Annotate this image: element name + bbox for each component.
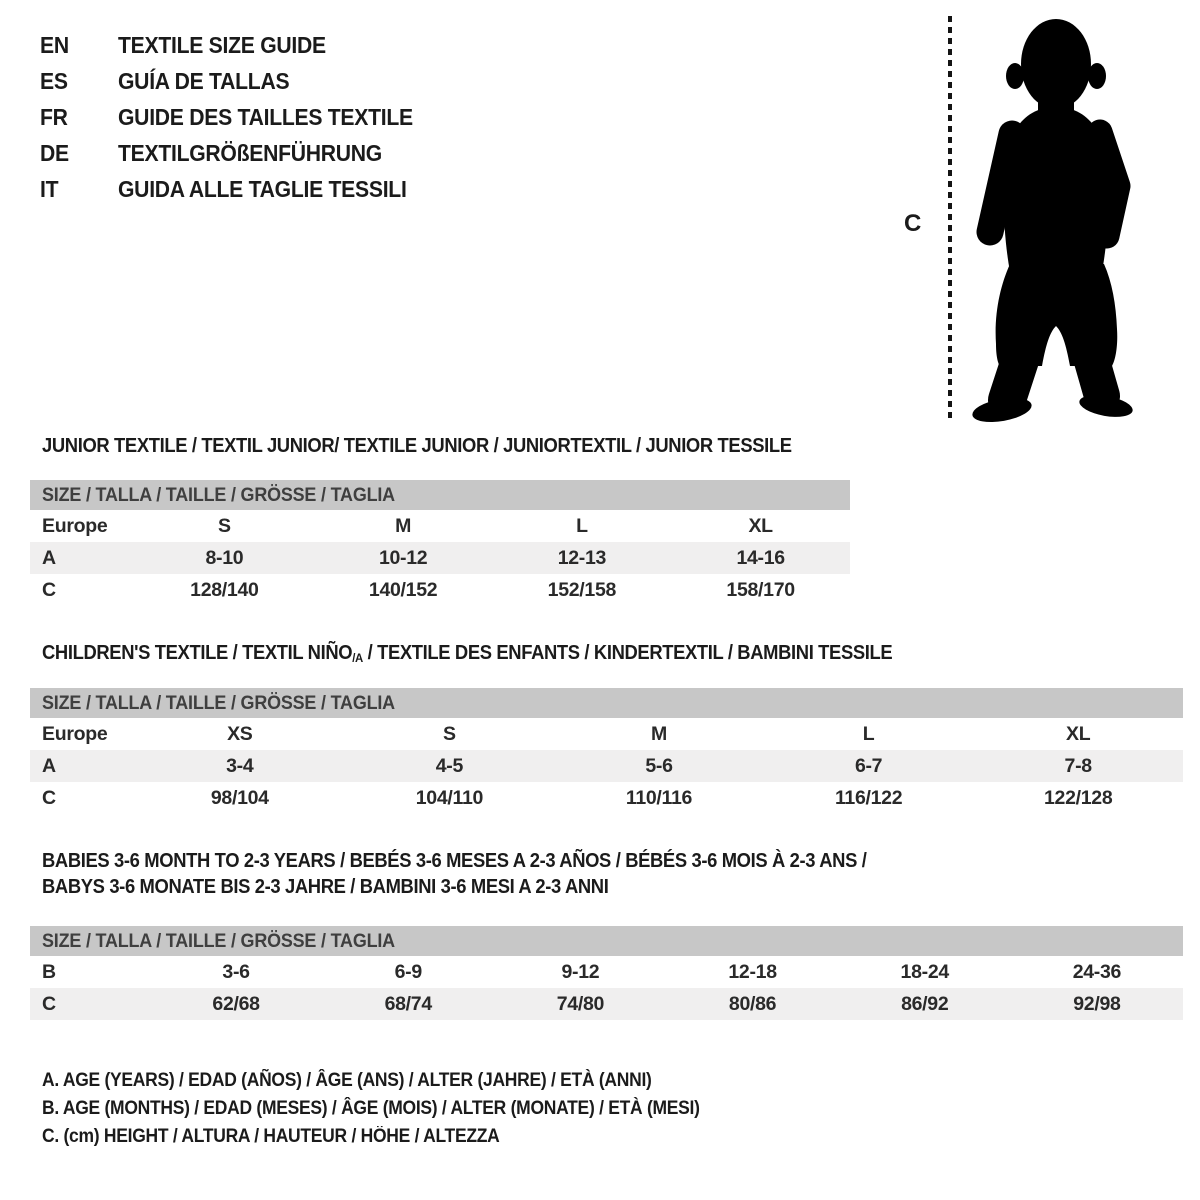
guide-title-it — [118, 176, 432, 203]
guide-title-text: GUÍA DE TALLAS — [118, 68, 290, 94]
height-cell: 92/98 — [1073, 992, 1121, 1015]
size-cell: XS — [227, 722, 253, 745]
table-row-height — [30, 574, 850, 606]
children-section-heading — [42, 642, 966, 665]
height-cell: 158/170 — [726, 578, 795, 601]
size-cell: XL — [1066, 722, 1091, 745]
children-heading-text — [42, 642, 892, 665]
language-code-text: IT — [40, 176, 59, 202]
table-row-months — [30, 956, 1183, 988]
row-label: A — [42, 754, 56, 777]
row-label: C — [42, 786, 56, 809]
age-cell: 10-12 — [378, 546, 428, 569]
language-code-it — [40, 176, 118, 203]
title-row-fr — [40, 104, 439, 130]
language-code-text: EN — [40, 32, 69, 58]
guide-title-es — [118, 68, 304, 95]
language-code-en — [40, 32, 118, 59]
title-row-en — [40, 32, 439, 58]
language-code-es — [40, 68, 118, 95]
height-cell: 68/74 — [384, 992, 432, 1015]
size-header-bar — [30, 926, 1183, 956]
measurement-legend — [42, 1070, 757, 1146]
table-row-europe — [30, 510, 850, 542]
age-cell: 3-4 — [226, 754, 254, 777]
row-label: A — [42, 546, 56, 569]
size-header-text: SIZE / TALLA / TAILLE / GRÖSSE / TAGLIA — [42, 929, 395, 952]
title-row-it — [40, 176, 439, 202]
junior-heading-text: JUNIOR TEXTILE / TEXTIL JUNIOR/ TEXTILE JUNIOR / JUNIORTEXTIL / JUNIOR TESSILE — [42, 435, 792, 457]
height-cell: 140/152 — [368, 578, 438, 601]
legend-line-a — [42, 1070, 757, 1090]
months-cell: 6-9 — [394, 960, 422, 983]
language-code-text: FR — [40, 104, 68, 130]
children-heading-pre: CHILDREN'S TEXTILE / TEXTIL NIÑO — [42, 642, 353, 664]
months-cell: 3-6 — [222, 960, 250, 983]
height-cell: 62/68 — [212, 992, 260, 1015]
age-cell: 8-10 — [205, 546, 244, 569]
babies-heading-line1: BABIES 3-6 MONTH TO 2-3 YEARS / BEBÉS 3-6 MESES A 2-3 AÑOS / BÉBÉS 3-6 MOIS À 2-3 ANS / — [42, 850, 867, 872]
language-code-text: DE — [40, 140, 69, 166]
months-cell: 24-36 — [1072, 960, 1122, 983]
size-header-text: SIZE / TALLA / TAILLE / GRÖSSE / TAGLIA — [42, 691, 395, 714]
months-cell: 12-18 — [728, 960, 777, 983]
size-cell: L — [862, 722, 875, 745]
table-row-height — [30, 988, 1183, 1020]
height-cell: 86/92 — [901, 992, 949, 1015]
language-code-text: ES — [40, 68, 68, 94]
size-cell: S — [443, 722, 456, 745]
legend-line-a-text: A. AGE (YEARS) / EDAD (AÑOS) / ÂGE (ANS) / ALTER (JAHRE) / ETÀ (ANNI) — [42, 1070, 652, 1091]
babies-section-heading — [42, 848, 938, 900]
children-heading-sub: /A — [352, 651, 363, 666]
age-cell: 6-7 — [854, 754, 883, 777]
height-cell: 98/104 — [210, 786, 269, 809]
babies-heading-line2: BABYS 3-6 MONATE BIS 2-3 JAHRE / BAMBINI 3-6 MESI A 2-3 ANNI — [42, 876, 609, 898]
babies-size-table — [30, 926, 1183, 1020]
row-label: C — [42, 992, 56, 1015]
legend-line-c-text: C. (cm) HEIGHT / ALTURA / HAUTEUR / HÖHE / ALTEZZA — [42, 1126, 500, 1147]
guide-title-en — [118, 32, 344, 59]
height-cell: 152/158 — [547, 578, 617, 601]
junior-section-heading — [42, 435, 857, 458]
height-measure-label: C — [904, 210, 922, 237]
age-cell: 14-16 — [736, 546, 785, 569]
height-cell: 74/80 — [556, 992, 605, 1015]
guide-title-text: GUIDE DES TAILLES TEXTILE — [118, 104, 413, 130]
size-header-bar — [30, 688, 1183, 718]
size-cell: L — [576, 514, 588, 537]
age-cell: 7-8 — [1064, 754, 1092, 777]
height-cell: 128/140 — [190, 578, 259, 601]
size-cell: S — [218, 514, 231, 537]
legend-line-b-text: B. AGE (MONTHS) / EDAD (MESES) / ÂGE (MOIS) / ALTER (MONATE) / ETÀ (MESI) — [42, 1098, 700, 1119]
guide-title-text: TEXTILE SIZE GUIDE — [118, 32, 326, 58]
guide-title-de — [118, 140, 405, 167]
junior-size-table — [30, 480, 850, 606]
months-cell: 18-24 — [900, 960, 949, 983]
months-cell: 9-12 — [561, 960, 600, 983]
height-cell: 104/110 — [415, 786, 484, 809]
size-header-text: SIZE / TALLA / TAILLE / GRÖSSE / TAGLIA — [42, 483, 395, 506]
title-row-es — [40, 68, 439, 94]
height-cell: 80/86 — [728, 992, 777, 1015]
age-cell: 12-13 — [557, 546, 607, 569]
guide-title-text: TEXTILGRÖßENFÜHRUNG — [118, 140, 382, 166]
guide-title-text: GUIDA ALLE TAGLIE TESSILI — [118, 176, 407, 202]
children-heading-post: / TEXTILE DES ENFANTS / KINDERTEXTIL / BAMBINI TESSILE — [362, 642, 893, 664]
legend-line-b — [42, 1098, 757, 1118]
table-row-age — [30, 542, 850, 574]
language-code-de — [40, 140, 118, 167]
row-label: Europe — [42, 514, 108, 537]
table-row-age — [30, 750, 1183, 782]
size-cell: XL — [748, 514, 773, 537]
row-label: C — [42, 578, 56, 601]
height-cell: 116/122 — [834, 786, 903, 809]
title-row-de — [40, 140, 439, 166]
guide-title-fr — [118, 104, 439, 131]
height-cell: 122/128 — [1044, 786, 1113, 809]
row-label: B — [42, 960, 56, 983]
size-cell: M — [395, 514, 412, 537]
height-cell: 110/116 — [625, 786, 693, 809]
age-cell: 5-6 — [645, 754, 673, 777]
title-language-list — [40, 32, 439, 202]
toddler-silhouette-icon — [960, 14, 1140, 426]
table-row-height — [30, 782, 1183, 814]
children-size-table — [30, 688, 1183, 814]
row-label: Europe — [42, 722, 108, 745]
height-measure-dashed-line — [948, 16, 952, 418]
size-header-bar — [30, 480, 850, 510]
table-row-europe — [30, 718, 1183, 750]
size-cell: M — [651, 722, 667, 745]
language-code-fr — [40, 104, 118, 131]
age-cell: 4-5 — [435, 754, 464, 777]
legend-line-c — [42, 1126, 757, 1146]
